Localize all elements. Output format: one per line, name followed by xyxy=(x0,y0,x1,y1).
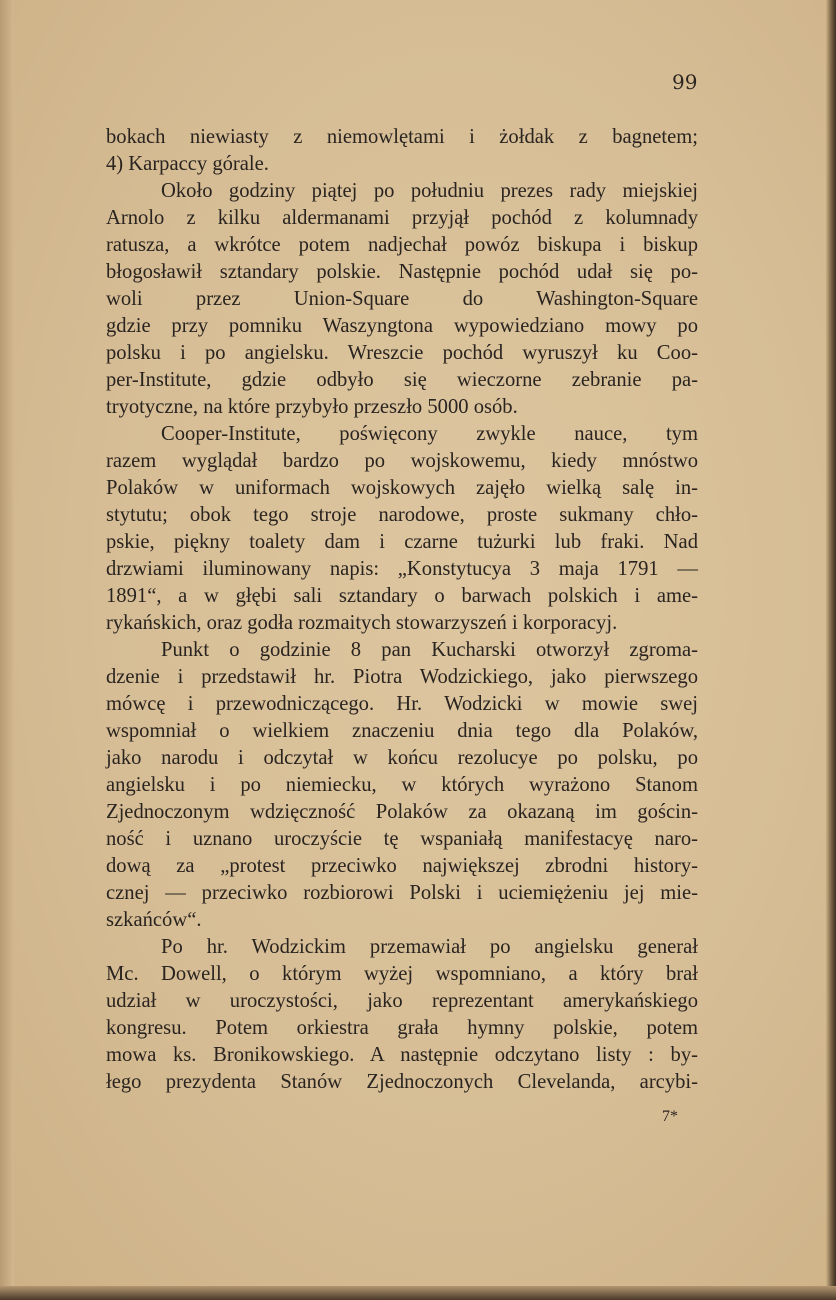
text-line: drzwiami iluminowany napis: „Konstytucya 3 maja 1791 — xyxy=(106,558,698,580)
text-line: angielsku i po niemiecku, w których wyrażono Stanom xyxy=(106,774,698,796)
text-line: Punkt o godzinie 8 pan Kucharski otworzył zgroma- xyxy=(161,639,698,661)
text-line: Arnolo z kilku aldermanami przyjął pochód z kolumnady xyxy=(106,207,698,229)
text-line: gdzie przy pomniku Waszyngtona wypowiedziano mowy po xyxy=(106,315,698,337)
text-line: ratusza, a wkrótce potem nadjechał powóz biskupa i biskup xyxy=(106,234,698,256)
text-line: dową za „protest przeciwko największej zbrodni history- xyxy=(106,855,698,877)
text-line: wspomniał o wielkiem znaczeniu dnia tego dla Polaków, xyxy=(106,720,698,742)
text-line: bokach niewiasty z niemowlętami i żołdak z bagnetem; xyxy=(106,126,698,148)
text-line: udział w uroczystości, jako reprezentant amerykańskiego xyxy=(106,990,698,1012)
body-text xyxy=(106,124,698,1096)
text-line: szkańców“. xyxy=(106,909,202,931)
text-line: Cooper-Institute, poświęcony zwykle nauce, tym xyxy=(161,423,698,445)
page-number: 99 xyxy=(672,70,698,94)
text-line: rykańskich, oraz godła rozmaitych stowarzyszeń i korporacyj. xyxy=(106,612,618,634)
text-line: Około godziny piątej po południu prezes rady miejskiej xyxy=(161,180,698,202)
page-bottom-edge-shadow xyxy=(0,1286,836,1300)
signature-mark: 7* xyxy=(662,1108,678,1125)
text-line: dzenie i przedstawił hr. Piotra Wodzickiego, jako pierwszego xyxy=(106,666,698,688)
page-left-edge xyxy=(0,0,14,1300)
text-line: stytutu; obok tego stroje narodowe, proste sukmany chło- xyxy=(106,504,698,526)
text-line: mówcę i przewodniczącego. Hr. Wodzicki w mowie swej xyxy=(106,693,698,715)
text-line: mowa ks. Bronikowskiego. A następnie odczytano listy : by- xyxy=(106,1044,698,1066)
text-line: kongresu. Potem orkiestra grała hymny polskie, potem xyxy=(106,1017,698,1039)
text-line: woli przez Union-Square do Washington-Square xyxy=(106,288,698,310)
text-line: Polaków w uniformach wojskowych zajęło wielką salę in- xyxy=(106,477,698,499)
text-line: 1891“, a w głębi sali sztandary o barwach polskich i ame- xyxy=(106,585,698,607)
text-line: jako narodu i odczytał w końcu rezolucye po polsku, po xyxy=(106,747,698,769)
text-line: Po hr. Wodzickim przemawiał po angielsku generał xyxy=(161,936,698,958)
text-line: 4) Karpaccy górale. xyxy=(106,153,269,175)
text-line: per-Institute, gdzie odbyło się wieczorne zebranie pa- xyxy=(106,369,698,391)
text-line: tryotyczne, na które przybyło przeszło 5000 osób. xyxy=(106,396,518,418)
text-line: Zjednoczonym wdzięczność Polaków za okazaną im gościn- xyxy=(106,801,698,823)
text-line: cznej — przeciwko rozbiorowi Polski i uciemiężeniu jej mie- xyxy=(106,882,698,904)
page-right-edge-shadow xyxy=(826,0,836,1300)
text-line: błogosławił sztandary polskie. Następnie pochód udał się po- xyxy=(106,261,698,283)
text-line: polsku i po angielsku. Wreszcie pochód wyruszył ku Coo- xyxy=(106,342,698,364)
text-line: ność i uznano uroczyście tę wspaniałą manifestacyę naro- xyxy=(106,828,698,850)
text-line: łego prezydenta Stanów Zjednoczonych Clevelanda, arcybi- xyxy=(106,1071,698,1093)
text-line: razem wyglądał bardzo po wojskowemu, kiedy mnóstwo xyxy=(106,450,698,472)
text-line: Mc. Dowell, o którym wyżej wspomniano, a który brał xyxy=(106,963,698,985)
text-line: pskie, piękny toalety dam i czarne tużurki lub fraki. Nad xyxy=(106,531,698,553)
